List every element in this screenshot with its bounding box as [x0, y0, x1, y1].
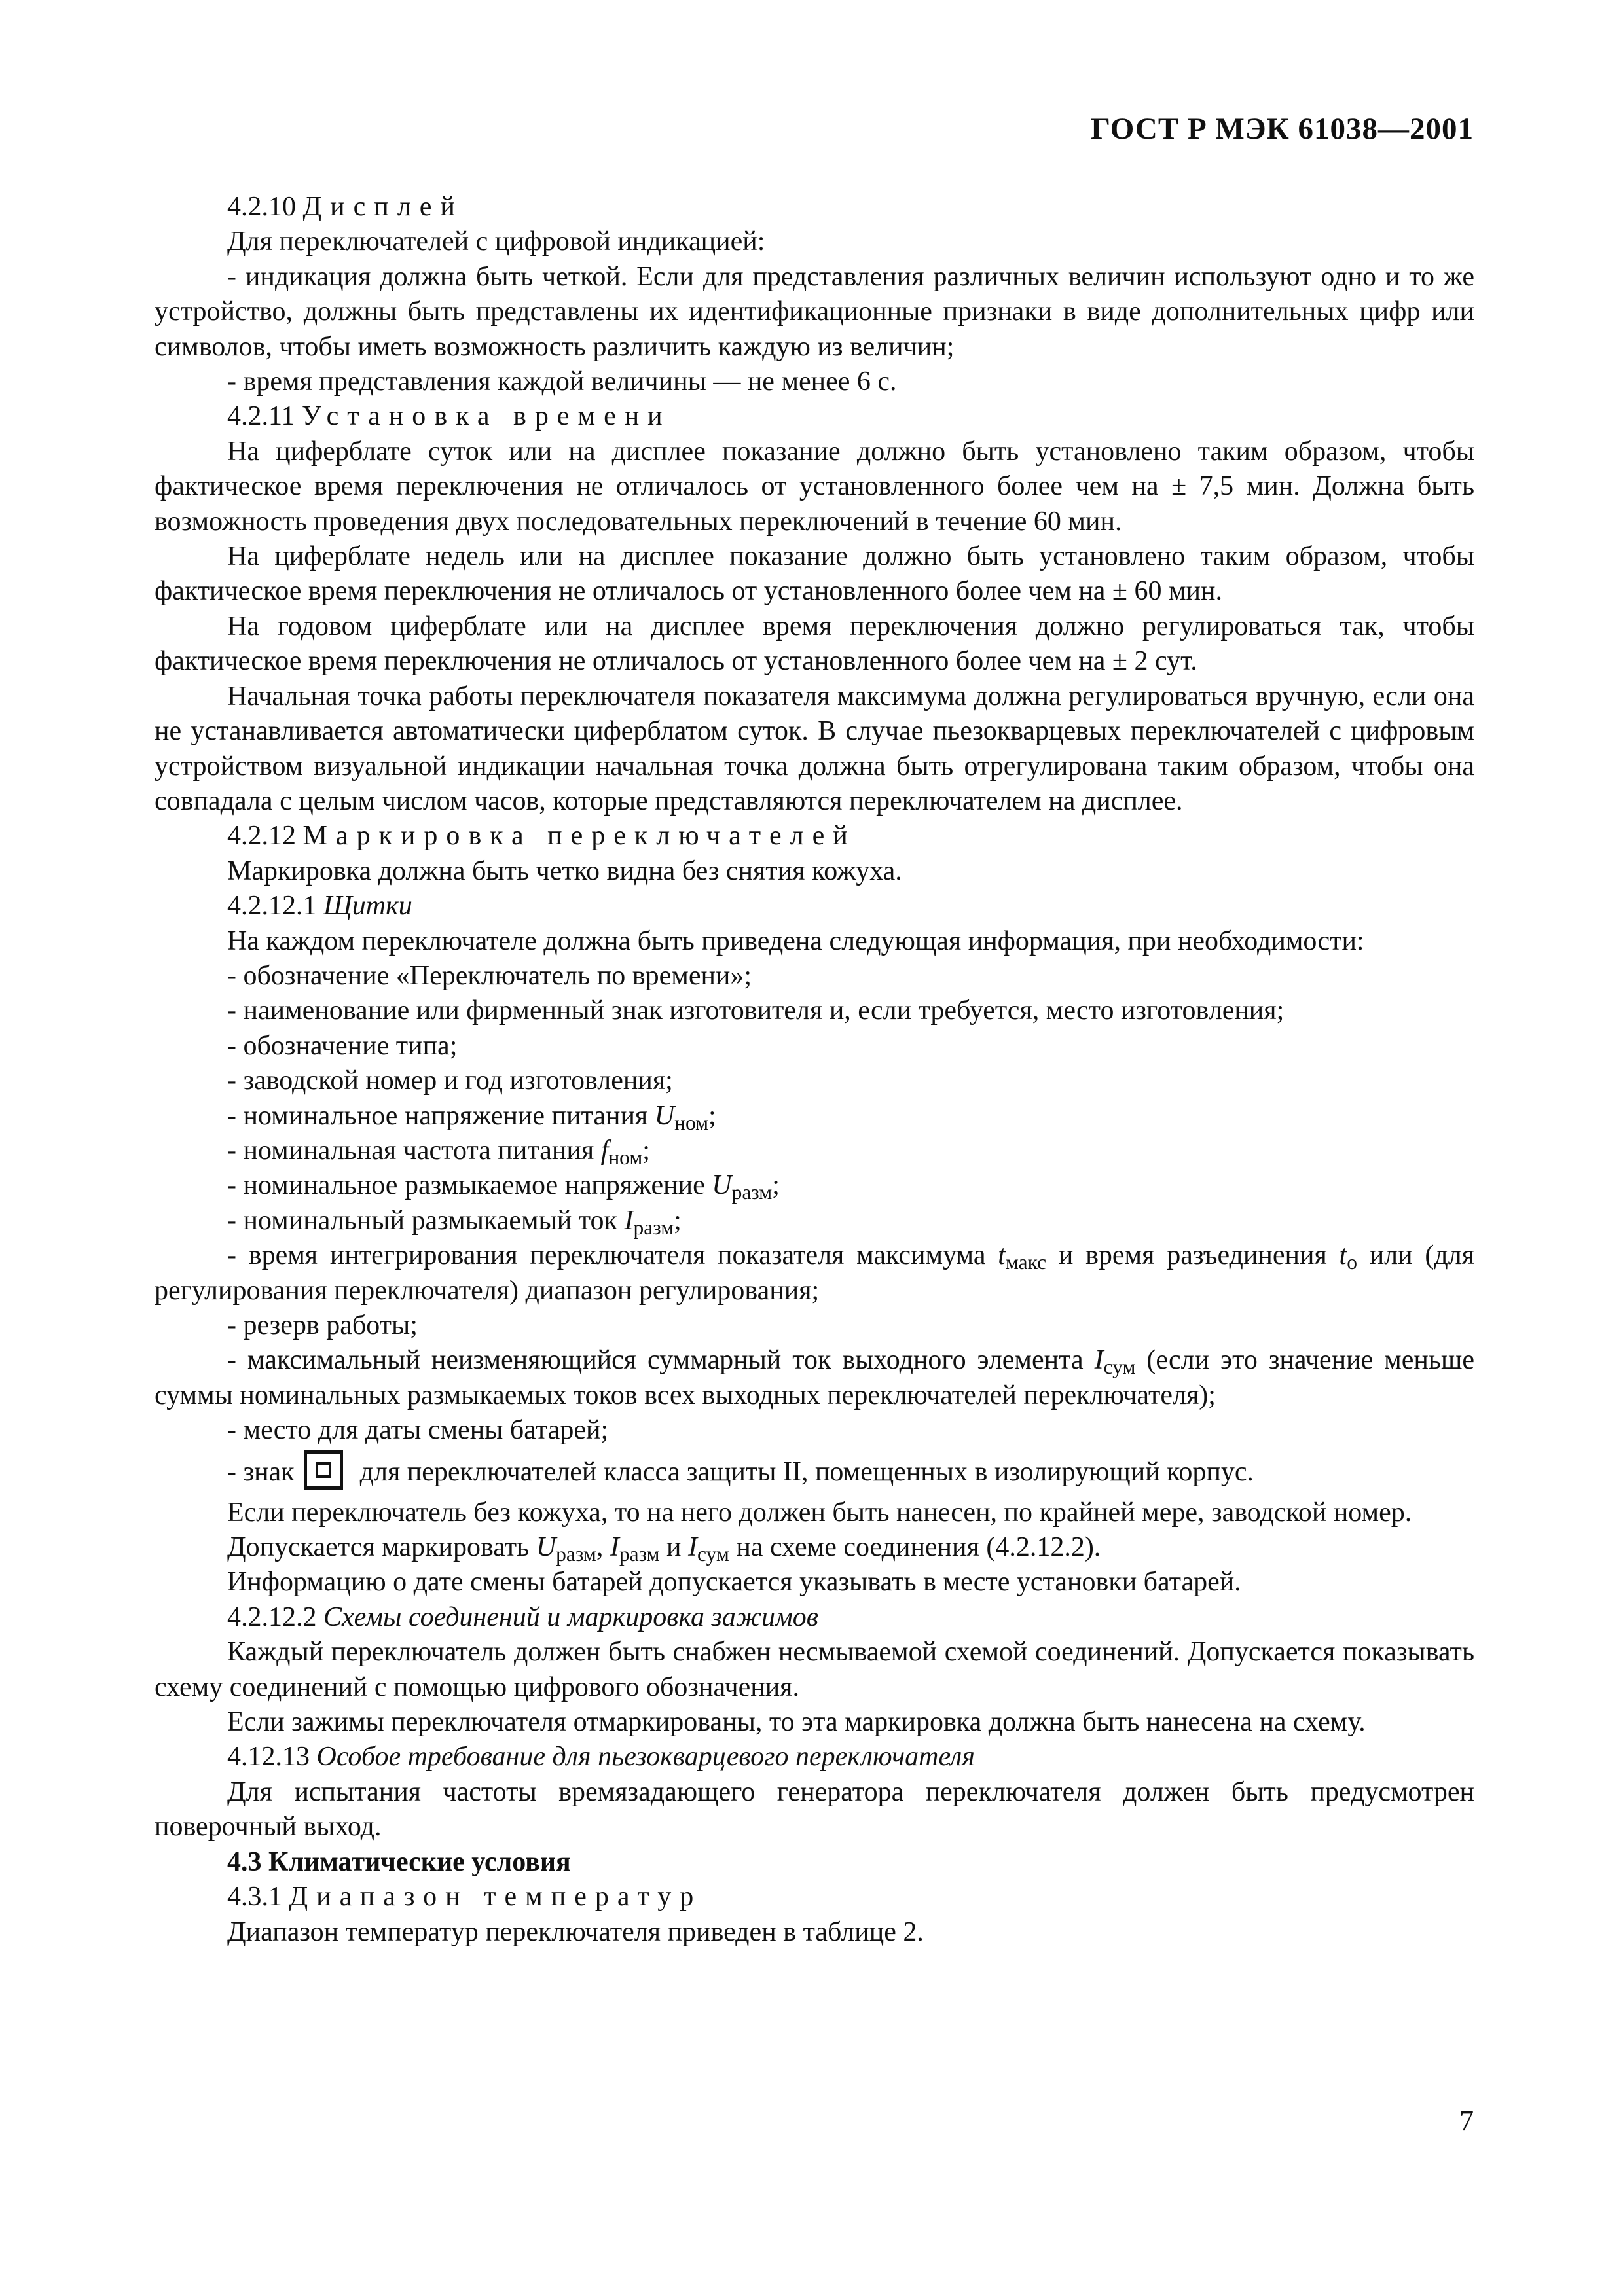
paragraph: На циферблате суток или на дисплее показание должно быть установлено таким образом, чтобы фактическое время переключения не отличалось от установленного более чем на ± 7,5 мин. Должна быть возможность проведения двух последовательных переключений в течение 60 мин.: [155, 436, 1474, 537]
paragraph: Начальная точка работы переключателя показателя максимума должна регулироваться вручную, если она не устанавливается автоматически циферблатом суток. В случае пьезокварцевых переключателей с цифровым устройством визуальной индикации начальная точка должна быть отрегулирована таким образом, чтобы она совпадала с целым числом часов, которые представляются переключателем на дисплее.: [155, 681, 1474, 816]
list-item: - номинальное напряжение питания $U_{ном}$;: [227, 1100, 716, 1134]
list-item: - номинальное размыкаемое напряжение $U_{разм}$;: [227, 1170, 780, 1204]
list-item: - обозначение «Переключатель по времени»;: [227, 960, 752, 991]
paragraph: Для переключателей с цифровой индикацией:: [227, 226, 765, 257]
paragraph: Каждый переключатель должен быть снабжен несмываемой схемой соединений. Допускается показывать схему соединений с помощью цифрового обозначения.: [155, 1637, 1474, 1702]
paragraph: Если зажимы переключателя отмаркированы, то эта маркировка должна быть нанесена на схему.: [227, 1707, 1366, 1738]
list-item: - индикация должна быть четкой. Если для представления различных величин используют одно и то же устройство, должны быть представлены их идентификационные признаки в виде дополнительных цифр или символов, чтобы иметь возможность различить каждую из величин;: [155, 261, 1474, 362]
heading-4-2-11: 4.2.11 Установка времени: [227, 401, 671, 432]
standard-code-header: ГОСТ Р МЭК 61038—2001: [1091, 112, 1474, 146]
paragraph: На циферблате недель или на дисплее показание должно быть установлено таким образом, чтобы фактическое время переключения не отличалось от установленного более чем на ± 60 мин.: [155, 541, 1474, 607]
list-item: - время представления каждой величины — не менее 6 с.: [227, 367, 897, 397]
heading-4-2-12-1: 4.2.12.1 Щитки: [227, 891, 412, 922]
heading-4-12-13: 4.12.13 Особое требование для пьезокварцевого переключателя: [227, 1742, 975, 1772]
heading-4-3-1: 4.3.1 Диапазон температур: [227, 1882, 702, 1912]
paragraph: Информацию о дате смены батарей допускается указывать в месте установки батарей.: [227, 1567, 1241, 1598]
heading-4-2-12: 4.2.12 Маркировка переключателей: [227, 821, 856, 852]
document-body: [155, 190, 1474, 1950]
list-item: - место для даты смены батарей;: [227, 1415, 609, 1446]
list-item: - наименование или фирменный знак изготовителя и, если требуется, место изготовления;: [227, 996, 1285, 1026]
paragraph: Для испытания частоты времязадающего генератора переключателя должен быть предусмотрен поверочный выход.: [155, 1776, 1474, 1842]
list-item: - заводской номер и год изготовления;: [227, 1066, 673, 1096]
double-insulation-symbol-icon: [304, 1450, 343, 1490]
paragraph: На каждом переключателе должна быть приведена следующая информация, при необходимости:: [227, 925, 1364, 956]
paragraph: Диапазон температур переключателя приведен в таблице 2.: [227, 1916, 924, 1947]
list-item: - номинальный размыкаемый ток $I_{разм}$;: [227, 1205, 682, 1239]
heading-4-2-10: 4.2.10 Дисплей: [227, 192, 464, 222]
list-item: - максимальный неизменяющийся суммарный ток выходного элемента $I_{сум}$ (если это значение меньше суммы номинальных размыкаемых токов всех выходных переключателей переключателя);: [155, 1345, 1474, 1410]
paragraph: Если переключатель без кожуха, то на него должен быть нанесен, по крайней мере, заводской номер.: [227, 1497, 1412, 1528]
heading-4-2-12-2: 4.2.12.2 Схемы соединений и маркировка зажимов: [227, 1602, 819, 1632]
page-number: 7: [1459, 2105, 1474, 2137]
paragraph: На годовом циферблате или на дисплее время переключения должно регулироваться так, чтобы фактическое время переключения не отличалось от установленного более чем на ± 2 сут.: [155, 611, 1474, 677]
list-item: - обозначение типа;: [227, 1030, 458, 1061]
paragraph: Маркировка должна быть четко видна без снятия кожуха.: [227, 855, 902, 886]
list-item: - резерв работы;: [227, 1310, 418, 1340]
list-item: - знак для переключателей класса защиты II, помещенных в изолирующий корпус.: [155, 1448, 1474, 1496]
list-item: - время интегрирования переключателя показателя максимума $t_{макс}$ и время разъединения $t_о$ или (для регулирования переключателя) диапазон регулирования;: [155, 1240, 1475, 1306]
paragraph: Допускается маркировать $U_{разм}$, $I_{разм}$ и $I_{сум}$ на схеме соединения (4.2.12.2).: [227, 1532, 1101, 1566]
heading-4-3: 4.3 Климатические условия: [227, 1846, 571, 1877]
list-item: - номинальная частота питания $f_{ном}$;: [227, 1135, 650, 1169]
